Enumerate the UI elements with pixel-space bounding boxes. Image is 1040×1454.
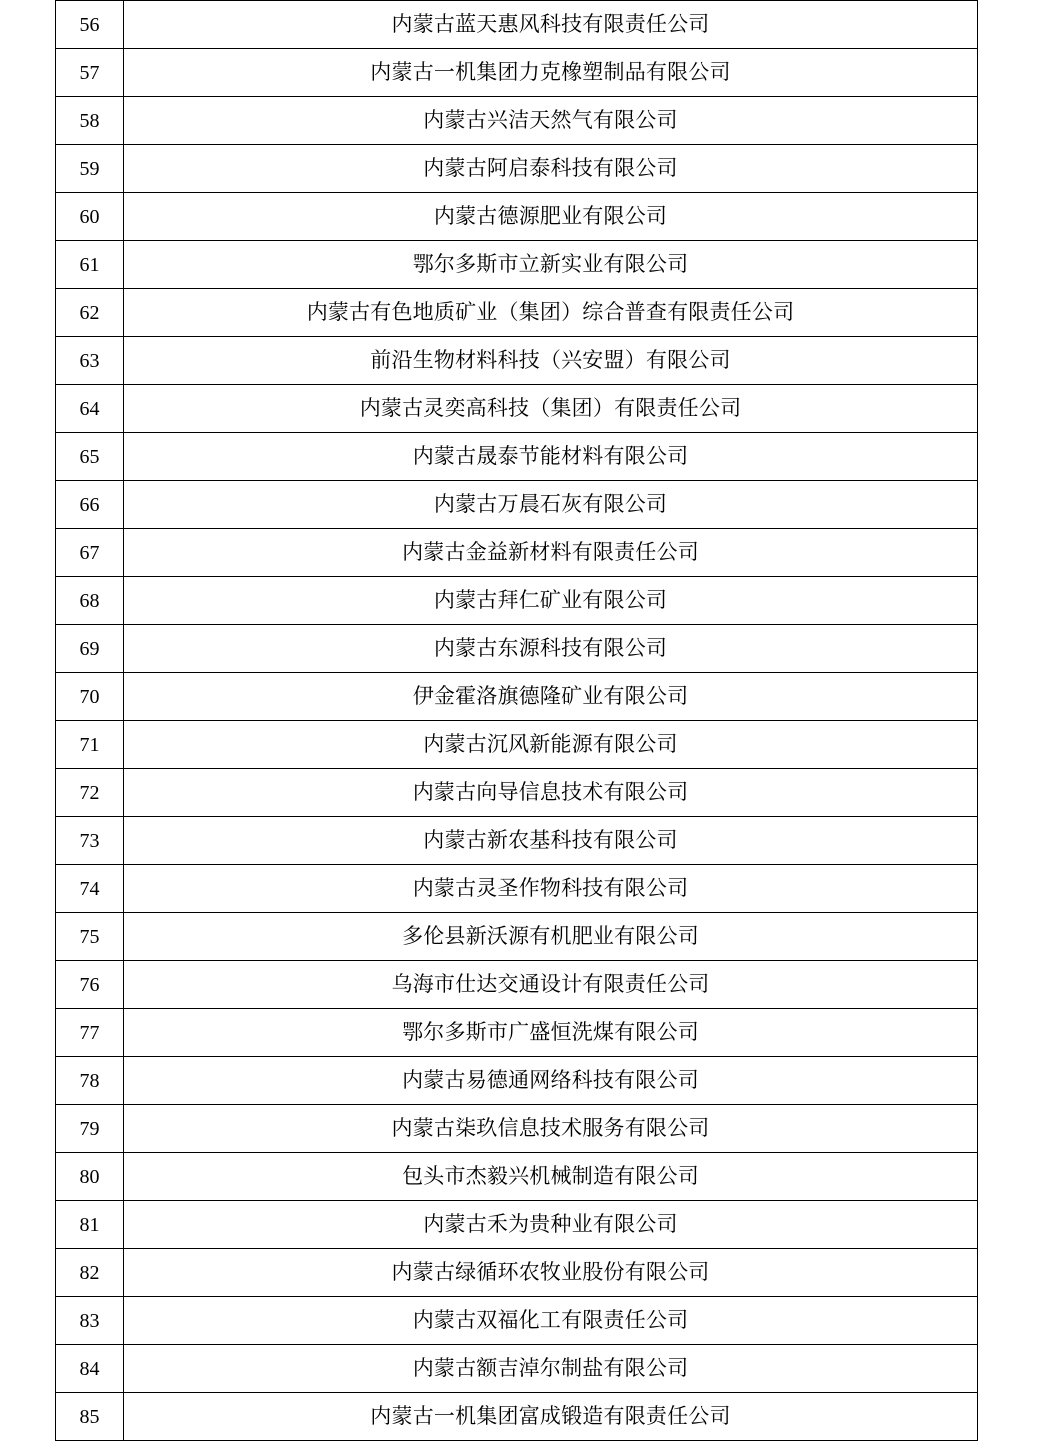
table-row (56, 1297, 978, 1345)
table-row (56, 1249, 978, 1297)
row-index-cell: 67 (56, 529, 124, 577)
company-name-cell: 内蒙古兴洁天然气有限公司 (124, 97, 978, 145)
row-index-cell: 65 (56, 433, 124, 481)
table-row (56, 913, 978, 961)
company-name-cell: 内蒙古一机集团富成锻造有限责任公司 (124, 1393, 978, 1441)
row-index-cell: 57 (56, 49, 124, 97)
company-name-cell: 内蒙古双福化工有限责任公司 (124, 1297, 978, 1345)
row-index-cell: 66 (56, 481, 124, 529)
table-row (56, 337, 978, 385)
row-index-cell: 85 (56, 1393, 124, 1441)
row-index-cell: 56 (56, 1, 124, 49)
company-name-cell: 内蒙古有色地质矿业（集团）综合普查有限责任公司 (124, 289, 978, 337)
company-name-cell: 内蒙古阿启泰科技有限公司 (124, 145, 978, 193)
table-row (56, 769, 978, 817)
table-row (56, 1057, 978, 1105)
row-index-cell: 76 (56, 961, 124, 1009)
table-row (56, 1105, 978, 1153)
row-index-cell: 68 (56, 577, 124, 625)
row-index-cell: 79 (56, 1105, 124, 1153)
row-index-cell: 63 (56, 337, 124, 385)
company-name-cell: 内蒙古东源科技有限公司 (124, 625, 978, 673)
table-row (56, 1345, 978, 1393)
company-name-cell: 内蒙古额吉淖尔制盐有限公司 (124, 1345, 978, 1393)
company-name-cell: 内蒙古万晨石灰有限公司 (124, 481, 978, 529)
company-name-cell: 内蒙古金益新材料有限责任公司 (124, 529, 978, 577)
row-index-cell: 60 (56, 193, 124, 241)
table-row (56, 577, 978, 625)
row-index-cell: 74 (56, 865, 124, 913)
company-name-cell: 鄂尔多斯市立新实业有限公司 (124, 241, 978, 289)
table-row (56, 433, 978, 481)
table-row (56, 673, 978, 721)
table-row (56, 97, 978, 145)
company-name-cell: 内蒙古晟泰节能材料有限公司 (124, 433, 978, 481)
company-name-cell: 内蒙古灵奕高科技（集团）有限责任公司 (124, 385, 978, 433)
row-index-cell: 83 (56, 1297, 124, 1345)
row-index-cell: 62 (56, 289, 124, 337)
row-index-cell: 82 (56, 1249, 124, 1297)
company-name-cell: 内蒙古拜仁矿业有限公司 (124, 577, 978, 625)
table-row (56, 817, 978, 865)
table-row (56, 1393, 978, 1441)
row-index-cell: 59 (56, 145, 124, 193)
table-row (56, 49, 978, 97)
table-row (56, 625, 978, 673)
table-row (56, 721, 978, 769)
row-index-cell: 77 (56, 1009, 124, 1057)
row-index-cell: 58 (56, 97, 124, 145)
row-index-cell: 78 (56, 1057, 124, 1105)
company-name-cell: 内蒙古柒玖信息技术服务有限公司 (124, 1105, 978, 1153)
company-name-cell: 内蒙古绿循环农牧业股份有限公司 (124, 1249, 978, 1297)
company-name-cell: 鄂尔多斯市广盛恒洗煤有限公司 (124, 1009, 978, 1057)
table-row (56, 961, 978, 1009)
company-name-cell: 多伦县新沃源有机肥业有限公司 (124, 913, 978, 961)
table-row (56, 145, 978, 193)
company-name-cell: 内蒙古沉风新能源有限公司 (124, 721, 978, 769)
row-index-cell: 75 (56, 913, 124, 961)
row-index-cell: 61 (56, 241, 124, 289)
company-name-cell: 包头市杰毅兴机械制造有限公司 (124, 1153, 978, 1201)
table-row (56, 1153, 978, 1201)
company-name-cell: 内蒙古灵圣作物科技有限公司 (124, 865, 978, 913)
row-index-cell: 69 (56, 625, 124, 673)
company-name-cell: 内蒙古新农基科技有限公司 (124, 817, 978, 865)
table-row (56, 1, 978, 49)
table-row (56, 385, 978, 433)
company-name-cell: 内蒙古禾为贵种业有限公司 (124, 1201, 978, 1249)
company-name-cell: 前沿生物材料科技（兴安盟）有限公司 (124, 337, 978, 385)
company-name-cell: 内蒙古向导信息技术有限公司 (124, 769, 978, 817)
table-row (56, 289, 978, 337)
company-name-cell: 内蒙古德源肥业有限公司 (124, 193, 978, 241)
row-index-cell: 84 (56, 1345, 124, 1393)
table-row (56, 865, 978, 913)
table-row (56, 481, 978, 529)
table-body (56, 1, 978, 1441)
company-name-cell: 内蒙古蓝天惠风科技有限责任公司 (124, 1, 978, 49)
row-index-cell: 71 (56, 721, 124, 769)
table-row (56, 193, 978, 241)
row-index-cell: 64 (56, 385, 124, 433)
company-name-cell: 伊金霍洛旗德隆矿业有限公司 (124, 673, 978, 721)
table-row (56, 529, 978, 577)
row-index-cell: 73 (56, 817, 124, 865)
company-name-cell: 内蒙古一机集团力克橡塑制品有限公司 (124, 49, 978, 97)
table-row (56, 1201, 978, 1249)
company-list-table (55, 0, 978, 1441)
table-row (56, 1009, 978, 1057)
company-name-cell: 内蒙古易德通网络科技有限公司 (124, 1057, 978, 1105)
row-index-cell: 70 (56, 673, 124, 721)
row-index-cell: 81 (56, 1201, 124, 1249)
table-row (56, 241, 978, 289)
row-index-cell: 72 (56, 769, 124, 817)
company-name-cell: 乌海市仕达交通设计有限责任公司 (124, 961, 978, 1009)
row-index-cell: 80 (56, 1153, 124, 1201)
